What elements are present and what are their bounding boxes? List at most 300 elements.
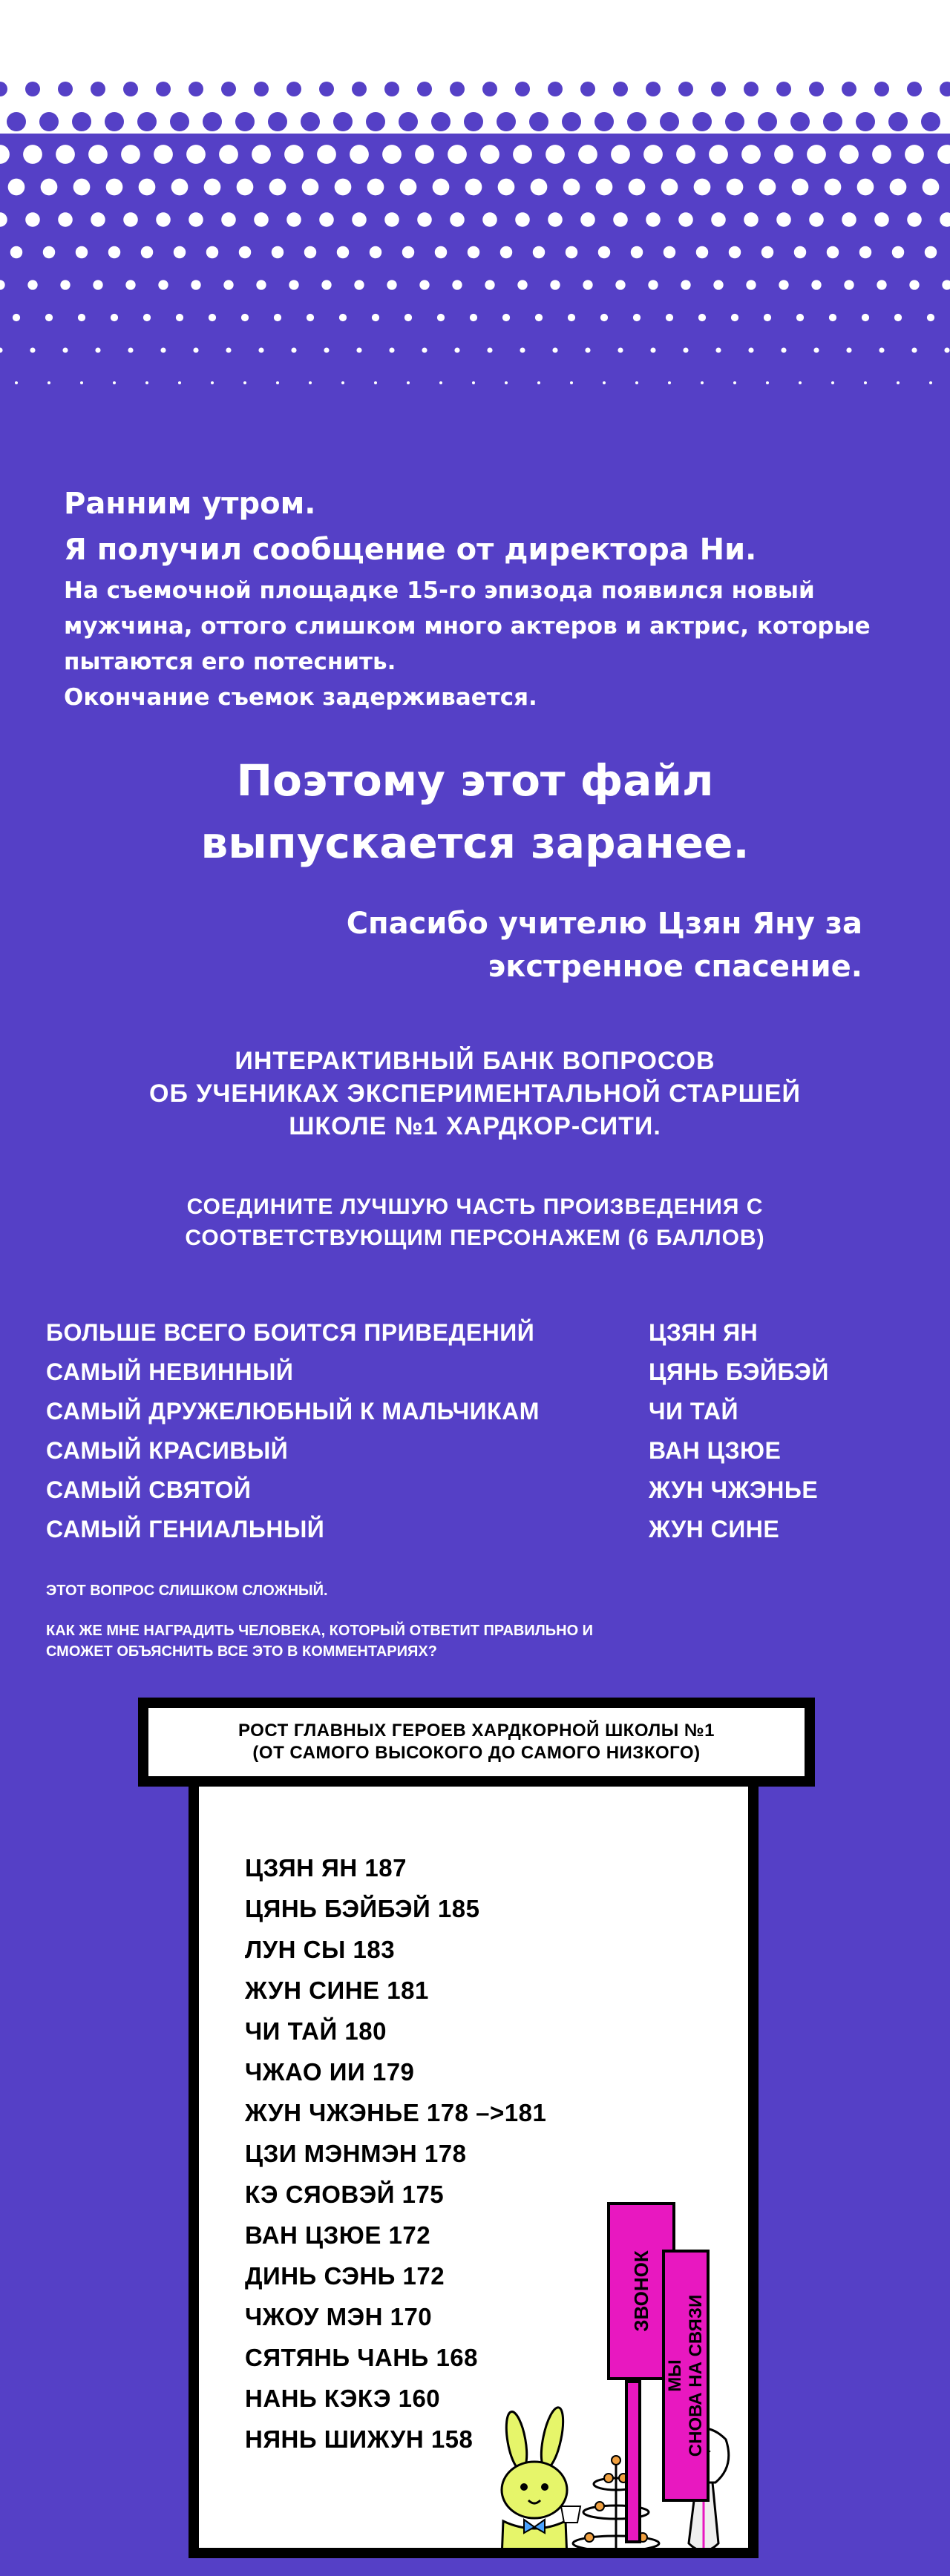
- halftone-dot: [661, 179, 678, 196]
- height-row: ДИНЬ СЭНЬ 172: [245, 2262, 445, 2290]
- height-row: КЭ СЯОВЭЙ 175: [245, 2181, 445, 2208]
- halftone-dot: [309, 381, 312, 384]
- halftone-dot: [243, 381, 246, 384]
- halftone-dot: [713, 280, 723, 289]
- halftone-dot: [158, 280, 168, 289]
- halftone-dot: [435, 246, 447, 258]
- halftone-dot: [759, 179, 776, 196]
- halftone-dot: [546, 145, 565, 164]
- halftone-dot: [600, 314, 608, 321]
- height-box-body-inner: [199, 1787, 748, 2548]
- note-line-1: ЭТОТ ВОПРОС СЛИШКОМ СЛОЖНЫЙ.: [46, 1583, 328, 1599]
- halftone-dot: [694, 179, 711, 196]
- halftone-dot: [633, 314, 641, 321]
- halftone-dot: [480, 145, 499, 164]
- halftone-dot: [862, 314, 869, 321]
- halftone-dot: [206, 246, 218, 258]
- halftone-dot: [583, 280, 592, 289]
- halftone-dot: [302, 179, 319, 196]
- halftone-dot: [580, 212, 595, 227]
- halftone-dot: [892, 246, 904, 258]
- halftone-dot: [123, 82, 138, 96]
- halftone-dot: [160, 347, 166, 352]
- halftone-dot: [696, 246, 708, 258]
- halftone-dot: [374, 381, 377, 384]
- halftone-dot: [269, 179, 286, 196]
- height-row: ЖУН ЧЖЭНЬЕ 178 –>181: [245, 2099, 547, 2126]
- halftone-dot: [831, 381, 834, 384]
- matching-task: [0, 1192, 950, 1254]
- characters-list: [649, 1313, 829, 1549]
- halftone-dot: [324, 347, 329, 352]
- halftone-dot: [465, 179, 482, 196]
- halftone-dot: [482, 212, 497, 227]
- halftone-dot: [91, 212, 105, 227]
- halftone-dot: [761, 246, 773, 258]
- halftone-dot: [41, 179, 58, 196]
- halftone-dot: [594, 112, 614, 131]
- halftone-dot: [43, 246, 55, 258]
- halftone-dot: [274, 314, 281, 321]
- halftone-dot: [72, 112, 91, 131]
- halftone-dot: [209, 314, 216, 321]
- halftone-dot: [333, 112, 353, 131]
- halftone-dot: [646, 82, 661, 96]
- halftone-dot: [809, 212, 824, 227]
- halftone-dot: [666, 314, 673, 321]
- halftone-dot: [211, 381, 214, 384]
- halftone-dot: [433, 179, 450, 196]
- task-line-1: СОЕДИНИТЕ ЛУЧШУЮ ЧАСТЬ ПРОИЗВЕДЕНИЯ С: [186, 1195, 764, 1219]
- halftone-dot: [513, 145, 532, 164]
- halftone-dot: [128, 347, 133, 352]
- halftone-dot: [143, 314, 151, 321]
- halftone-dot: [286, 82, 301, 96]
- halftone-dot: [894, 314, 902, 321]
- halftone-dot: [30, 347, 35, 352]
- halftone-dot: [578, 145, 597, 164]
- halftone-dot: [648, 280, 658, 289]
- halftone-dot: [811, 280, 821, 289]
- halftone-dot: [111, 314, 118, 321]
- halftone-dot: [289, 280, 298, 289]
- halftone-dot: [741, 145, 761, 164]
- character-item: ЖУН СИНЕ: [649, 1516, 780, 1542]
- intro-text: [64, 481, 880, 715]
- halftone-dot: [452, 280, 462, 289]
- halftone-dot: [859, 246, 871, 258]
- halftone-dot: [897, 381, 900, 384]
- halftone-dot: [537, 381, 540, 384]
- halftone-dot: [76, 246, 88, 258]
- halftone-dot: [58, 212, 73, 227]
- halftone-dot: [341, 381, 344, 384]
- task-line-2: СООТВЕТСТВУЮЩИМ ПЕРСОНАЖЕМ (6 БАЛЛОВ): [185, 1226, 765, 1250]
- halftone-dot: [629, 179, 646, 196]
- height-box-title-2: (ОТ САМОГО ВЫСОКОГО ДО САМОГО НИЗКОГО): [252, 1743, 701, 1763]
- halftone-dot: [307, 314, 314, 321]
- sign-back-line-1: МЫ: [665, 2359, 685, 2392]
- halftone-dot: [807, 145, 826, 164]
- halftone-dot: [268, 112, 287, 131]
- height-row: ЖУН СИНЕ 181: [245, 1977, 429, 2004]
- halftone-dot: [468, 246, 479, 258]
- halftone-dot: [399, 112, 418, 131]
- halftone-dot: [890, 179, 907, 196]
- halftone-dot: [776, 82, 791, 96]
- halftone-dot: [422, 347, 427, 352]
- halftone-dot: [154, 145, 173, 164]
- halftone-dot: [352, 82, 367, 96]
- halftone-dot: [487, 347, 492, 352]
- halftone-dot: [635, 381, 638, 384]
- halftone-dot: [909, 280, 919, 289]
- sign-back-in-touch: [662, 2250, 710, 2502]
- halftone-dot: [254, 82, 269, 96]
- thanks-text: [347, 902, 862, 988]
- halftone-dot: [598, 246, 610, 258]
- halftone-dot: [563, 179, 580, 196]
- halftone-dot: [178, 381, 181, 384]
- intro-line-3: На съемочной площадке 15-го эпизода появился новый: [64, 577, 815, 604]
- halftone-dot: [319, 82, 334, 96]
- halftone-dot: [39, 112, 59, 131]
- halftone-dot: [711, 82, 726, 96]
- halftone-dot: [272, 246, 284, 258]
- halftone-dot: [533, 246, 545, 258]
- halftone-dot: [570, 381, 573, 384]
- height-box-title-1: РОСТ ГЛАВНЫХ ГЕРОЕВ ХАРДКОРНОЙ ШКОЛЫ №1: [238, 1721, 715, 1741]
- halftone-dot: [123, 212, 138, 227]
- bank-title-line-1: ИНТЕРАКТИВНЫЙ БАНК ВОПРОСОВ: [235, 1047, 715, 1075]
- halftone-dot: [235, 112, 255, 131]
- height-box-header-inner: [148, 1708, 805, 1776]
- halftone-dot: [748, 347, 753, 352]
- halftone-dot: [464, 112, 483, 131]
- halftone-dot: [291, 347, 296, 352]
- bank-title-line-2: ОБ УЧЕНИКАХ ЭКСПЕРИМЕНТАЛЬНОЙ СТАРШЕЙ: [149, 1080, 801, 1108]
- heights-list: [245, 1847, 546, 2460]
- halftone-dot: [829, 314, 836, 321]
- halftone-dot: [8, 179, 25, 196]
- halftone-dot: [517, 280, 527, 289]
- halftone-dot: [827, 246, 839, 258]
- halftone-dot: [193, 347, 198, 352]
- halftone-dot: [256, 280, 266, 289]
- quality-item: САМЫЙ СВЯТОЙ: [46, 1476, 252, 1503]
- intro-line-4: мужчина, оттого слишком много актеров и актрис, которые: [64, 613, 871, 640]
- sign-back-line-2: СНОВА НА СВЯЗИ: [686, 2294, 706, 2457]
- halftone-dot: [872, 145, 891, 164]
- sign-post: [625, 2380, 641, 2543]
- halftone-dot: [25, 82, 40, 96]
- halftone-dot: [170, 112, 189, 131]
- halftone-dot: [223, 280, 233, 289]
- halftone-dot: [809, 82, 824, 96]
- halftone-dot: [156, 212, 171, 227]
- halftone-dot: [402, 246, 414, 258]
- halftone-dot: [733, 381, 736, 384]
- thanks-line-1: Спасибо учителю Цзян Яну за: [346, 907, 862, 941]
- halftone-dot: [60, 280, 70, 289]
- intro-line-6: Окончание съемок задерживается.: [64, 684, 537, 711]
- halftone-dot: [407, 381, 410, 384]
- halftone-dot: [715, 347, 721, 352]
- halftone-dot: [108, 246, 120, 258]
- halftone-dot: [529, 112, 548, 131]
- halftone-dot: [766, 381, 769, 384]
- halftone-dot: [758, 112, 777, 131]
- halftone-dot: [796, 314, 804, 321]
- halftone-dot: [792, 179, 809, 196]
- halftone-dot: [618, 347, 623, 352]
- halftone-dot: [387, 280, 396, 289]
- halftone-dot: [879, 347, 884, 352]
- halftone-dot: [372, 314, 379, 321]
- headline: [0, 749, 950, 874]
- halftone-dot: [776, 212, 791, 227]
- sign-back-text: [665, 2295, 707, 2457]
- halftone-dot: [448, 145, 467, 164]
- halftone-dot: [189, 212, 203, 227]
- halftone-dot: [221, 212, 236, 227]
- halftone-dot: [335, 179, 352, 196]
- character-item: ЦЗЯН ЯН: [649, 1319, 759, 1346]
- halftone-dot: [643, 145, 663, 164]
- halftone-dot: [799, 381, 802, 384]
- halftone-dot: [27, 280, 37, 289]
- halftone-dot: [137, 112, 157, 131]
- halftone-dot: [113, 381, 116, 384]
- halftone-dot: [56, 145, 75, 164]
- halftone-dot: [13, 314, 20, 321]
- halftone-dot: [366, 112, 385, 131]
- halftone-dot: [437, 314, 445, 321]
- halftone-dot: [613, 212, 628, 227]
- halftone-dot: [825, 179, 842, 196]
- halftone-dot: [252, 145, 271, 164]
- halftone-dot: [562, 112, 581, 131]
- halftone-dot: [156, 82, 171, 96]
- halftone-dot: [339, 314, 347, 321]
- halftone-dot: [781, 347, 786, 352]
- height-box-body: [189, 1787, 759, 2558]
- halftone-dot: [566, 246, 577, 258]
- halftone-dot: [794, 246, 806, 258]
- halftone-dot: [631, 246, 643, 258]
- halftone-dot: [319, 212, 334, 227]
- halftone-dot: [284, 145, 304, 164]
- halftone-dot: [664, 246, 675, 258]
- halftone-dot: [78, 314, 85, 321]
- halftone-dot: [317, 145, 336, 164]
- halftone-dot: [520, 347, 525, 352]
- halftone-dot: [419, 280, 429, 289]
- halftone-dot: [874, 82, 889, 96]
- halftone-dot: [907, 82, 922, 96]
- halftone-dot: [58, 82, 73, 96]
- halftone-dot: [141, 246, 153, 258]
- quality-item: БОЛЬШЕ ВСЕГО БОИТСЯ ПРИВЕДЕНИЙ: [46, 1319, 535, 1346]
- halftone-dot: [321, 280, 331, 289]
- halftone-dot: [221, 82, 236, 96]
- halftone-dot: [698, 314, 706, 321]
- halftone-dot: [404, 314, 412, 321]
- halftone-dot: [701, 381, 704, 384]
- halftone-dot: [301, 112, 320, 131]
- halftone-dot: [171, 179, 189, 196]
- halftone-dot: [139, 179, 156, 196]
- height-row: ЦЗЯН ЯН 187: [245, 1854, 407, 1882]
- halftone-dot: [711, 212, 726, 227]
- quality-item: САМЫЙ КРАСИВЫЙ: [46, 1437, 289, 1464]
- halftone-dot: [241, 314, 249, 321]
- halftone-dot: [189, 82, 203, 96]
- quality-item: САМЫЙ НЕВИННЫЙ: [46, 1358, 294, 1385]
- halftone-dot: [400, 179, 417, 196]
- halftone-dot: [500, 246, 512, 258]
- halftone-dot: [350, 145, 369, 164]
- halftone-dot: [370, 246, 381, 258]
- halftone-dot: [337, 246, 349, 258]
- halftone-dot: [531, 179, 548, 196]
- halftone-dot: [646, 212, 661, 227]
- height-row: НЯНЬ ШИЖУН 158: [245, 2425, 474, 2453]
- halftone-dot: [764, 314, 771, 321]
- halftone-dot: [389, 347, 394, 352]
- halftone-dot: [925, 246, 937, 258]
- character-item: ВАН ЦЗЮЕ: [649, 1437, 782, 1464]
- halftone-dot: [856, 112, 875, 131]
- halftone-dot: [596, 179, 613, 196]
- halftone-dot: [7, 112, 26, 131]
- halftone-dot: [548, 212, 563, 227]
- halftone-dot: [585, 347, 590, 352]
- halftone-dot: [681, 280, 690, 289]
- halftone-dots-pattern: [0, 0, 950, 415]
- halftone-dot: [650, 347, 655, 352]
- halftone-dot: [384, 212, 399, 227]
- halftone-dot: [709, 145, 728, 164]
- thanks-line-2: экстренное спасение.: [488, 950, 862, 984]
- halftone-dot: [744, 82, 759, 96]
- height-row: ЧЖАО ИИ 179: [245, 2058, 415, 2086]
- halftone-dot: [258, 347, 263, 352]
- halftone-dot: [48, 381, 50, 384]
- halftone-dot: [482, 82, 497, 96]
- halftone-dot: [226, 347, 231, 352]
- halftone-dot: [498, 179, 515, 196]
- halftone-dot: [568, 314, 575, 321]
- character-item: ЖУН ЧЖЭНЬЕ: [649, 1476, 819, 1503]
- halftone-dot: [907, 212, 922, 227]
- halftone-dot: [729, 246, 741, 258]
- halftone-dot: [927, 314, 934, 321]
- halftone-dot: [450, 212, 465, 227]
- halftone-dot: [304, 246, 316, 258]
- halftone-dot: [550, 280, 560, 289]
- height-box-header: [138, 1698, 815, 1787]
- halftone-dot: [186, 145, 206, 164]
- halftone-dot: [603, 381, 606, 384]
- halftone-dot: [454, 347, 459, 352]
- halftone-dot: [203, 112, 222, 131]
- halftone-dot: [731, 314, 738, 321]
- halftone-dot: [472, 381, 475, 384]
- halftone-dot: [254, 212, 269, 227]
- halftone-dot: [415, 145, 434, 164]
- intro-line-5: пытаются его потеснить.: [64, 648, 396, 675]
- halftone-dot: [25, 212, 40, 227]
- halftone-dot: [502, 314, 510, 321]
- halftone-dot: [842, 212, 856, 227]
- halftone-dot: [239, 246, 251, 258]
- halftone-dot: [95, 347, 100, 352]
- note-line-3: СМОЖЕТ ОБЪЯСНИТЬ ВСЕ ЭТО В КОММЕНТАРИЯХ?: [46, 1643, 437, 1660]
- headline-line-2: выпускается заранее.: [200, 818, 750, 868]
- halftone-dot: [823, 112, 842, 131]
- halftone-dot: [106, 179, 123, 196]
- halftone-dot: [515, 82, 530, 96]
- halftone-dot: [105, 112, 124, 131]
- character-item: ЧИ ТАЙ: [649, 1398, 739, 1425]
- halftone-dot: [692, 112, 712, 131]
- halftone-dot: [417, 212, 432, 227]
- halftone-dot: [944, 347, 949, 352]
- halftone-dot: [864, 381, 867, 384]
- height-row: ЦЯНЬ БЭЙБЭЙ 185: [245, 1895, 480, 1922]
- character-item: ЦЯНЬ БЭЙБЭЙ: [649, 1358, 829, 1385]
- sign-call-text: ЗВОНОК: [630, 2250, 653, 2332]
- halftone-dot: [45, 314, 53, 321]
- halftone-dot: [676, 145, 695, 164]
- halftone-dot: [613, 82, 628, 96]
- halftone-dot: [515, 212, 530, 227]
- quality-item: САМЫЙ ДРУЖЕЛЮБНЫЙ К МАЛЬЧИКАМ: [46, 1398, 540, 1425]
- height-row: СЯТЯНЬ ЧАНЬ 168: [245, 2344, 479, 2371]
- halftone-dot: [923, 179, 940, 196]
- halftone-dot: [384, 82, 399, 96]
- note-line-2: КАК ЖЕ МНЕ НАГРАДИТЬ ЧЕЛОВЕКА, КОТОРЫЙ ОТВЕТИТ ПРАВИЛЬНО И: [46, 1623, 594, 1639]
- height-row: ЦЗИ МЭНМЭН 178: [245, 2140, 467, 2167]
- halftone-dot: [839, 145, 859, 164]
- height-row: ВАН ЦЗЮЕ 172: [245, 2221, 431, 2249]
- halftone-dot: [15, 381, 18, 384]
- halftone-dot: [88, 145, 108, 164]
- qualities-list: [46, 1313, 540, 1549]
- halftone-dot: [683, 347, 688, 352]
- halftone-dot: [535, 314, 543, 321]
- height-row: ЛУН СЫ 183: [245, 1936, 396, 1963]
- halftone-dot: [611, 145, 630, 164]
- halftone-dot: [121, 145, 140, 164]
- height-row: НАНЬ КЭКЭ 160: [245, 2385, 441, 2412]
- halftone-dot: [678, 212, 693, 227]
- halftone-dot: [877, 280, 886, 289]
- halftone-dot: [874, 212, 889, 227]
- halftone-dot: [174, 246, 186, 258]
- halftone-dot: [354, 280, 364, 289]
- halftone-dot: [580, 82, 595, 96]
- halftone-dot: [62, 347, 68, 352]
- halftone-dot: [125, 280, 135, 289]
- halftone-dot: [10, 246, 22, 258]
- halftone-dot: [73, 179, 91, 196]
- quality-item: САМЫЙ ГЕНИАЛЬНЫЙ: [46, 1516, 325, 1542]
- halftone-dot: [417, 82, 432, 96]
- halftone-dot: [219, 145, 238, 164]
- halftone-dot: [790, 112, 810, 131]
